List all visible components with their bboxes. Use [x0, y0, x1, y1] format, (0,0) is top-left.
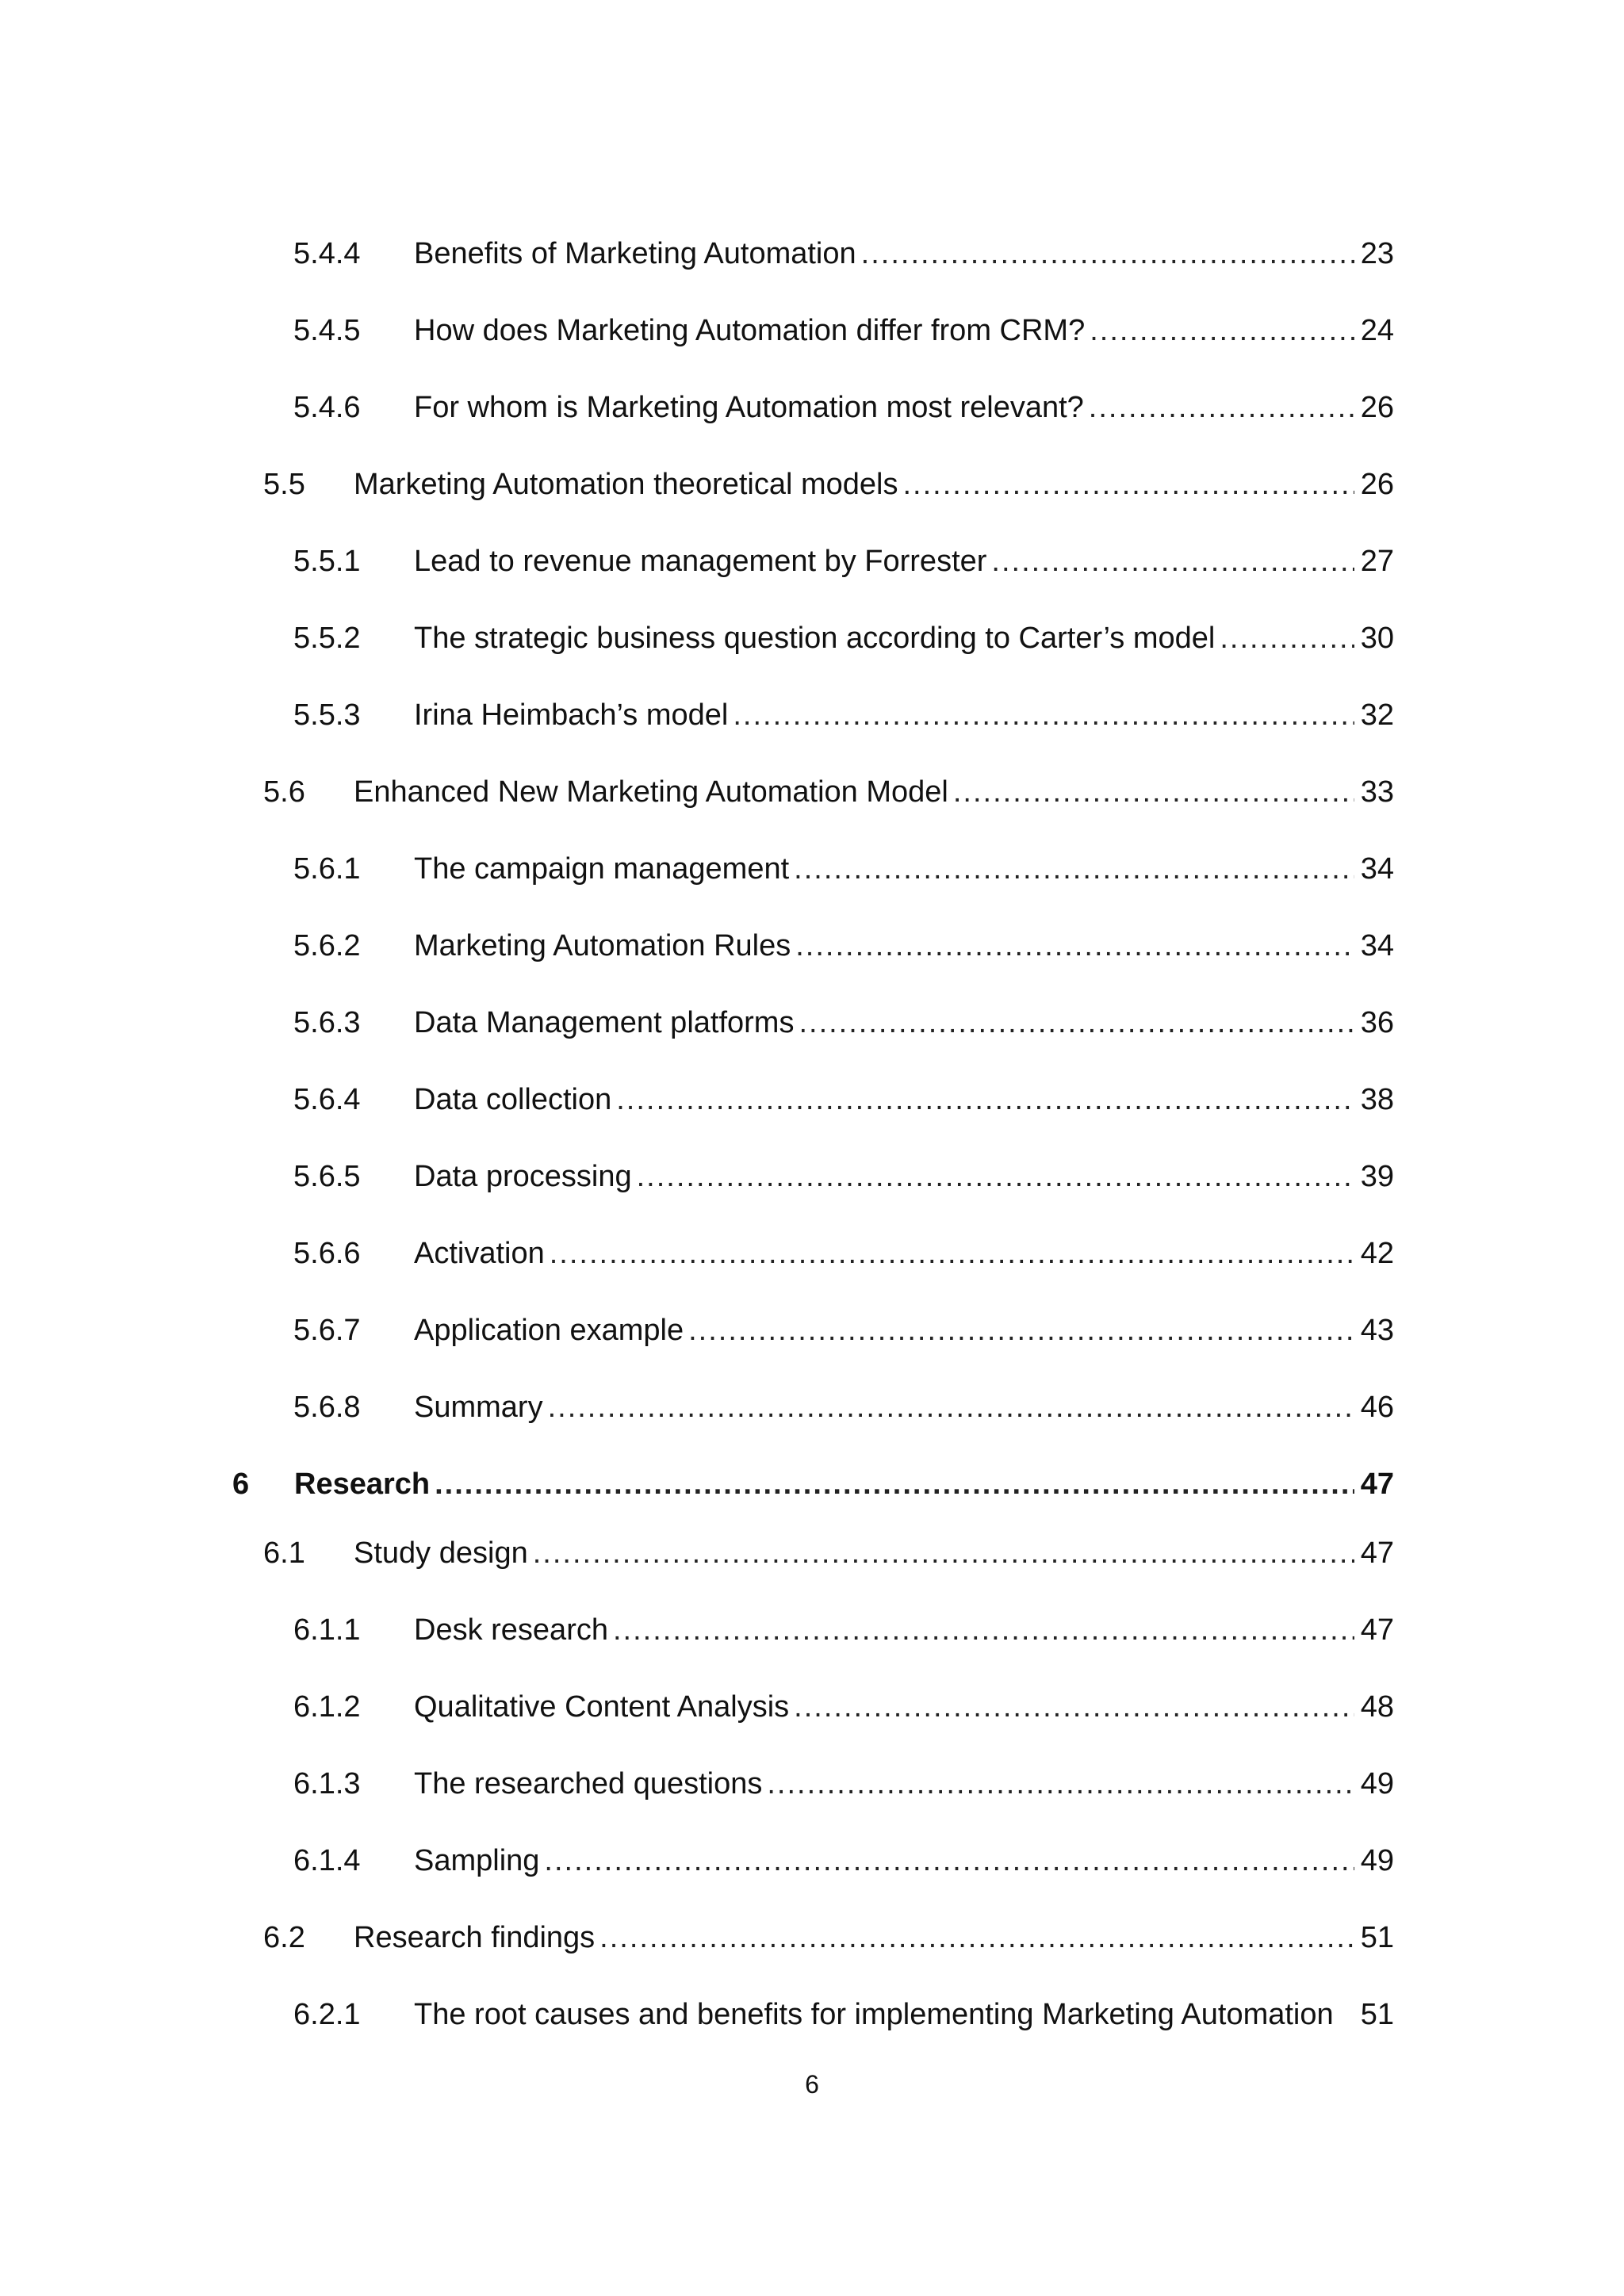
- toc-entry-number: 5.6.7: [293, 1314, 361, 1347]
- toc-entry[interactable]: [293, 1606, 1394, 1654]
- toc-entry-page: 36: [1360, 1006, 1394, 1039]
- toc-entry-title: Data collection: [414, 1076, 616, 1123]
- toc-entry[interactable]: [293, 1076, 1394, 1123]
- toc-entry-number: 5.6.4: [293, 1083, 361, 1116]
- toc-entry-title: Research: [294, 1460, 435, 1508]
- toc-entry-title: Research findings: [354, 1914, 599, 1961]
- toc-entry-number: 5.6.8: [293, 1391, 361, 1424]
- toc-entry-page: 49: [1360, 1767, 1394, 1800]
- toc-entry-title: How does Marketing Automation differ from CRM?: [414, 307, 1090, 354]
- toc-entry[interactable]: [293, 614, 1394, 662]
- toc-entry-number: 6.1.1: [293, 1613, 361, 1647]
- toc-entry-page: 49: [1360, 1844, 1394, 1877]
- toc-entry-title: Desk research: [414, 1606, 613, 1654]
- toc-entry-title: Benefits of Marketing Automation: [414, 230, 861, 277]
- toc-entry-number: 5.5.1: [293, 545, 361, 578]
- dot-leader: [795, 922, 1354, 970]
- toc-entry-page: 34: [1360, 852, 1394, 886]
- toc-entry[interactable]: [293, 1683, 1394, 1731]
- dot-leader: [550, 1230, 1354, 1277]
- dot-leader: [733, 691, 1354, 739]
- toc-entry[interactable]: [293, 845, 1394, 893]
- toc-entry-number: 5.6.5: [293, 1160, 361, 1193]
- toc-entry-page: 48: [1360, 1690, 1394, 1724]
- toc-entry-title: The researched questions: [414, 1760, 767, 1808]
- toc-entry-number: 6.1.3: [293, 1767, 361, 1800]
- toc-entry-title: Marketing Automation Rules: [414, 922, 795, 970]
- toc-entry-page: 27: [1360, 545, 1394, 578]
- toc-entry-title: Data Management platforms: [414, 999, 799, 1047]
- toc-entry-title: Sampling: [414, 1837, 544, 1885]
- toc-entry-page: 51: [1360, 1921, 1394, 1954]
- toc-entry[interactable]: [263, 1914, 1394, 1961]
- toc-entry-page: 26: [1360, 391, 1394, 424]
- toc-entry-title: Study design: [354, 1529, 533, 1577]
- toc-entry-title: Irina Heimbach’s model: [414, 691, 733, 739]
- toc-entry[interactable]: [293, 1230, 1394, 1277]
- dot-leader: [688, 1307, 1354, 1354]
- dot-leader: [1090, 307, 1354, 354]
- toc-entry-title: Qualitative Content Analysis: [414, 1683, 794, 1731]
- toc-entry-page: 51: [1360, 1998, 1394, 2031]
- toc-entry-page: 46: [1360, 1391, 1394, 1424]
- toc-entry-title: Application example: [414, 1307, 688, 1354]
- toc-entry-number: 5.4.6: [293, 391, 361, 424]
- toc-entry-title: For whom is Marketing Automation most relevant?: [414, 384, 1089, 431]
- dot-leader: [991, 538, 1354, 585]
- toc-entry-number: 6.2.1: [293, 1998, 361, 2031]
- dot-leader: [544, 1837, 1354, 1885]
- toc-entry[interactable]: [293, 999, 1394, 1047]
- dot-leader: [767, 1760, 1354, 1808]
- toc-entry-page: 47: [1360, 1536, 1394, 1570]
- toc-entry-number: 6.1: [263, 1536, 305, 1570]
- toc-entry-number: 5.6.1: [293, 852, 361, 886]
- toc-entry[interactable]: [232, 1460, 1394, 1508]
- toc-entry[interactable]: [293, 307, 1394, 354]
- toc-entry[interactable]: [263, 461, 1394, 508]
- dot-leader: [953, 768, 1354, 816]
- dot-leader: [599, 1914, 1354, 1961]
- toc-entry-page: 33: [1360, 775, 1394, 809]
- toc-entry-page: 23: [1360, 237, 1394, 270]
- dot-leader: [861, 230, 1354, 277]
- dot-leader: [637, 1153, 1354, 1200]
- toc-entry-page: 34: [1360, 929, 1394, 962]
- toc-entry[interactable]: [293, 230, 1394, 277]
- toc-entry-number: 5.5.2: [293, 622, 361, 655]
- toc-entry[interactable]: [293, 1991, 1394, 2038]
- toc-entry-title: Enhanced New Marketing Automation Model: [354, 768, 953, 816]
- toc-entry-number: 6.1.2: [293, 1690, 361, 1724]
- toc-entry-title: The root causes and benefits for implementing Marketing Automation: [414, 1991, 1339, 2038]
- toc-entry-title: Activation: [414, 1230, 550, 1277]
- toc-entry[interactable]: [293, 538, 1394, 585]
- dot-leader: [435, 1460, 1354, 1508]
- toc-entry-title: Data processing: [414, 1153, 637, 1200]
- toc-entry[interactable]: [263, 768, 1394, 816]
- toc-entry-page: 43: [1360, 1314, 1394, 1347]
- toc-entry-number: 5.6.6: [293, 1237, 361, 1270]
- toc-entry-title: The strategic business question according to Carter’s model: [414, 614, 1220, 662]
- toc-entry-number: 5.4.4: [293, 237, 361, 270]
- toc-entry-page: 47: [1360, 1613, 1394, 1647]
- toc-entry[interactable]: [293, 1837, 1394, 1885]
- toc-entry-title: Summary: [414, 1383, 548, 1431]
- dot-leader: [1220, 614, 1354, 662]
- toc-entry[interactable]: [263, 1529, 1394, 1577]
- dot-leader: [613, 1606, 1354, 1654]
- toc-entry-page: 38: [1360, 1083, 1394, 1116]
- toc-entry[interactable]: [293, 691, 1394, 739]
- toc-entry-page: 26: [1360, 468, 1394, 501]
- toc-entry[interactable]: [293, 922, 1394, 970]
- page-number: 6: [805, 2070, 819, 2099]
- toc-entry-page: 42: [1360, 1237, 1394, 1270]
- toc-entry-title: Marketing Automation theoretical models: [354, 461, 902, 508]
- dot-leader: [533, 1529, 1354, 1577]
- toc-entry-number: 5.6: [263, 775, 305, 809]
- toc-entry-number: 5.4.5: [293, 314, 361, 347]
- toc-entry-page: 39: [1360, 1160, 1394, 1193]
- toc-entry[interactable]: [293, 1760, 1394, 1808]
- dot-leader: [548, 1383, 1354, 1431]
- dot-leader: [1089, 384, 1354, 431]
- toc-entry-title: The campaign management: [414, 845, 794, 893]
- toc-entry[interactable]: [293, 1153, 1394, 1200]
- toc-entry-number: 6.2: [263, 1921, 305, 1954]
- toc-entry[interactable]: [293, 384, 1394, 431]
- dot-leader: [794, 1683, 1354, 1731]
- toc-entry-page: 24: [1360, 314, 1394, 347]
- toc-entry-number: 5.5.3: [293, 698, 361, 732]
- toc-entry-page: 32: [1360, 698, 1394, 732]
- dot-leader: [616, 1076, 1354, 1123]
- toc-entry-page: 30: [1360, 622, 1394, 655]
- toc-entry[interactable]: [293, 1307, 1394, 1354]
- toc-entry-page: 47: [1360, 1468, 1394, 1501]
- toc-entry-number: 6.1.4: [293, 1844, 361, 1877]
- toc-entry-number: 5.6.2: [293, 929, 361, 962]
- dot-leader: [794, 845, 1354, 893]
- toc-entry[interactable]: [293, 1383, 1394, 1431]
- toc-entry-number: 6: [232, 1468, 250, 1501]
- toc-entry-number: 5.6.3: [293, 1006, 361, 1039]
- toc-entry-title: Lead to revenue management by Forrester: [414, 538, 991, 585]
- dot-leader: [799, 999, 1354, 1047]
- dot-leader: [902, 461, 1354, 508]
- toc-entry-number: 5.5: [263, 468, 305, 501]
